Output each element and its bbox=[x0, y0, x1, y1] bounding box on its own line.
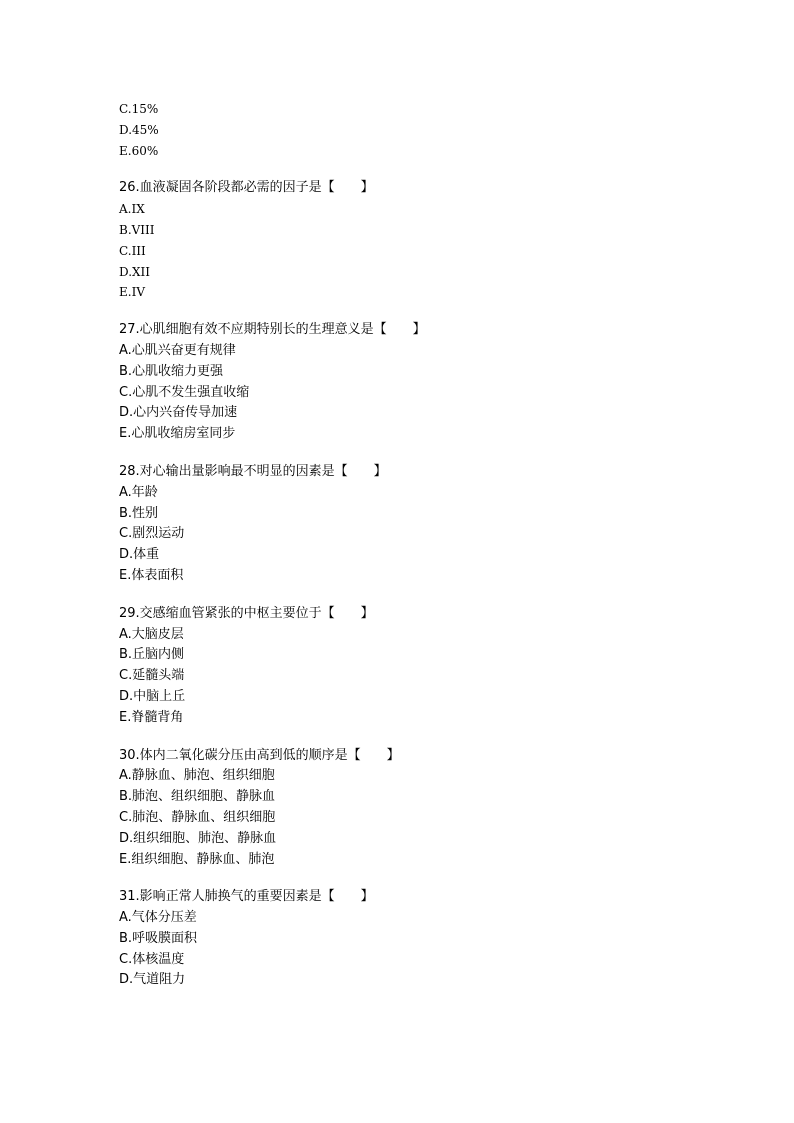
option: B.性别 bbox=[119, 505, 159, 521]
option: D.中脑上丘 bbox=[119, 688, 186, 704]
question-30 bbox=[119, 746, 739, 871]
option: B.丘脑内侧 bbox=[119, 647, 185, 663]
option: C.肺泡、静脉血、组织细胞 bbox=[119, 809, 276, 825]
option: E.脊髓背角 bbox=[119, 709, 184, 725]
question-31 bbox=[119, 887, 739, 991]
option: E.体表面积 bbox=[119, 567, 184, 583]
option: D.心内兴奋传导加速 bbox=[119, 405, 238, 421]
question-26 bbox=[119, 178, 739, 303]
option: D.45% bbox=[119, 122, 159, 137]
previous-question-options bbox=[119, 99, 739, 161]
option: C.剧烈运动 bbox=[119, 526, 185, 542]
option: D.体重 bbox=[119, 547, 160, 563]
question-title: 31.影响正常人肺换气的重要因素是【 】 bbox=[119, 889, 374, 905]
question-28 bbox=[119, 462, 739, 587]
option: C.15% bbox=[119, 102, 159, 116]
option: B.肺泡、组织细胞、静脉血 bbox=[119, 789, 276, 805]
option: C.心肌不发生强直收缩 bbox=[119, 384, 250, 400]
option: D.气道阻力 bbox=[119, 972, 186, 988]
question-title: 28.对心输出量影响最不明显的因素是【 】 bbox=[119, 463, 387, 479]
option: A.年龄 bbox=[119, 484, 158, 500]
option: A.心肌兴奋更有规律 bbox=[119, 342, 236, 358]
option: B.呼吸膜面积 bbox=[119, 930, 198, 946]
option: B.心肌收缩力更强 bbox=[119, 363, 224, 379]
option: E.组织细胞、静脉血、肺泡 bbox=[119, 851, 275, 867]
question-title: 27.心肌细胞有效不应期特别长的生理意义是【 】 bbox=[119, 322, 426, 338]
question-29 bbox=[119, 604, 739, 729]
option: D.组织细胞、肺泡、静脉血 bbox=[119, 830, 277, 846]
question-title: 26.血液凝固各阶段都必需的因子是【 】 bbox=[119, 180, 374, 196]
option: E.心肌收缩房室同步 bbox=[119, 426, 236, 442]
question-title: 30.体内二氧化碳分压由高到低的顺序是【 】 bbox=[119, 747, 400, 763]
option: E.60% bbox=[119, 143, 159, 158]
option: C.III bbox=[119, 243, 146, 258]
option: C.体核温度 bbox=[119, 951, 185, 967]
document-page bbox=[119, 99, 739, 1008]
option: A.气体分压差 bbox=[119, 910, 197, 926]
option: A.IX bbox=[119, 202, 145, 217]
option: A.大脑皮层 bbox=[119, 626, 184, 642]
question-title: 29.交感缩血管紧张的中枢主要位于【 】 bbox=[119, 605, 374, 621]
option: D.XII bbox=[119, 264, 151, 279]
option: A.静脉血、肺泡、组织细胞 bbox=[119, 768, 275, 784]
option: B.VIII bbox=[119, 222, 155, 237]
option: E.IV bbox=[119, 285, 145, 300]
question-27 bbox=[119, 320, 739, 445]
option: C.延髓头端 bbox=[119, 668, 185, 684]
